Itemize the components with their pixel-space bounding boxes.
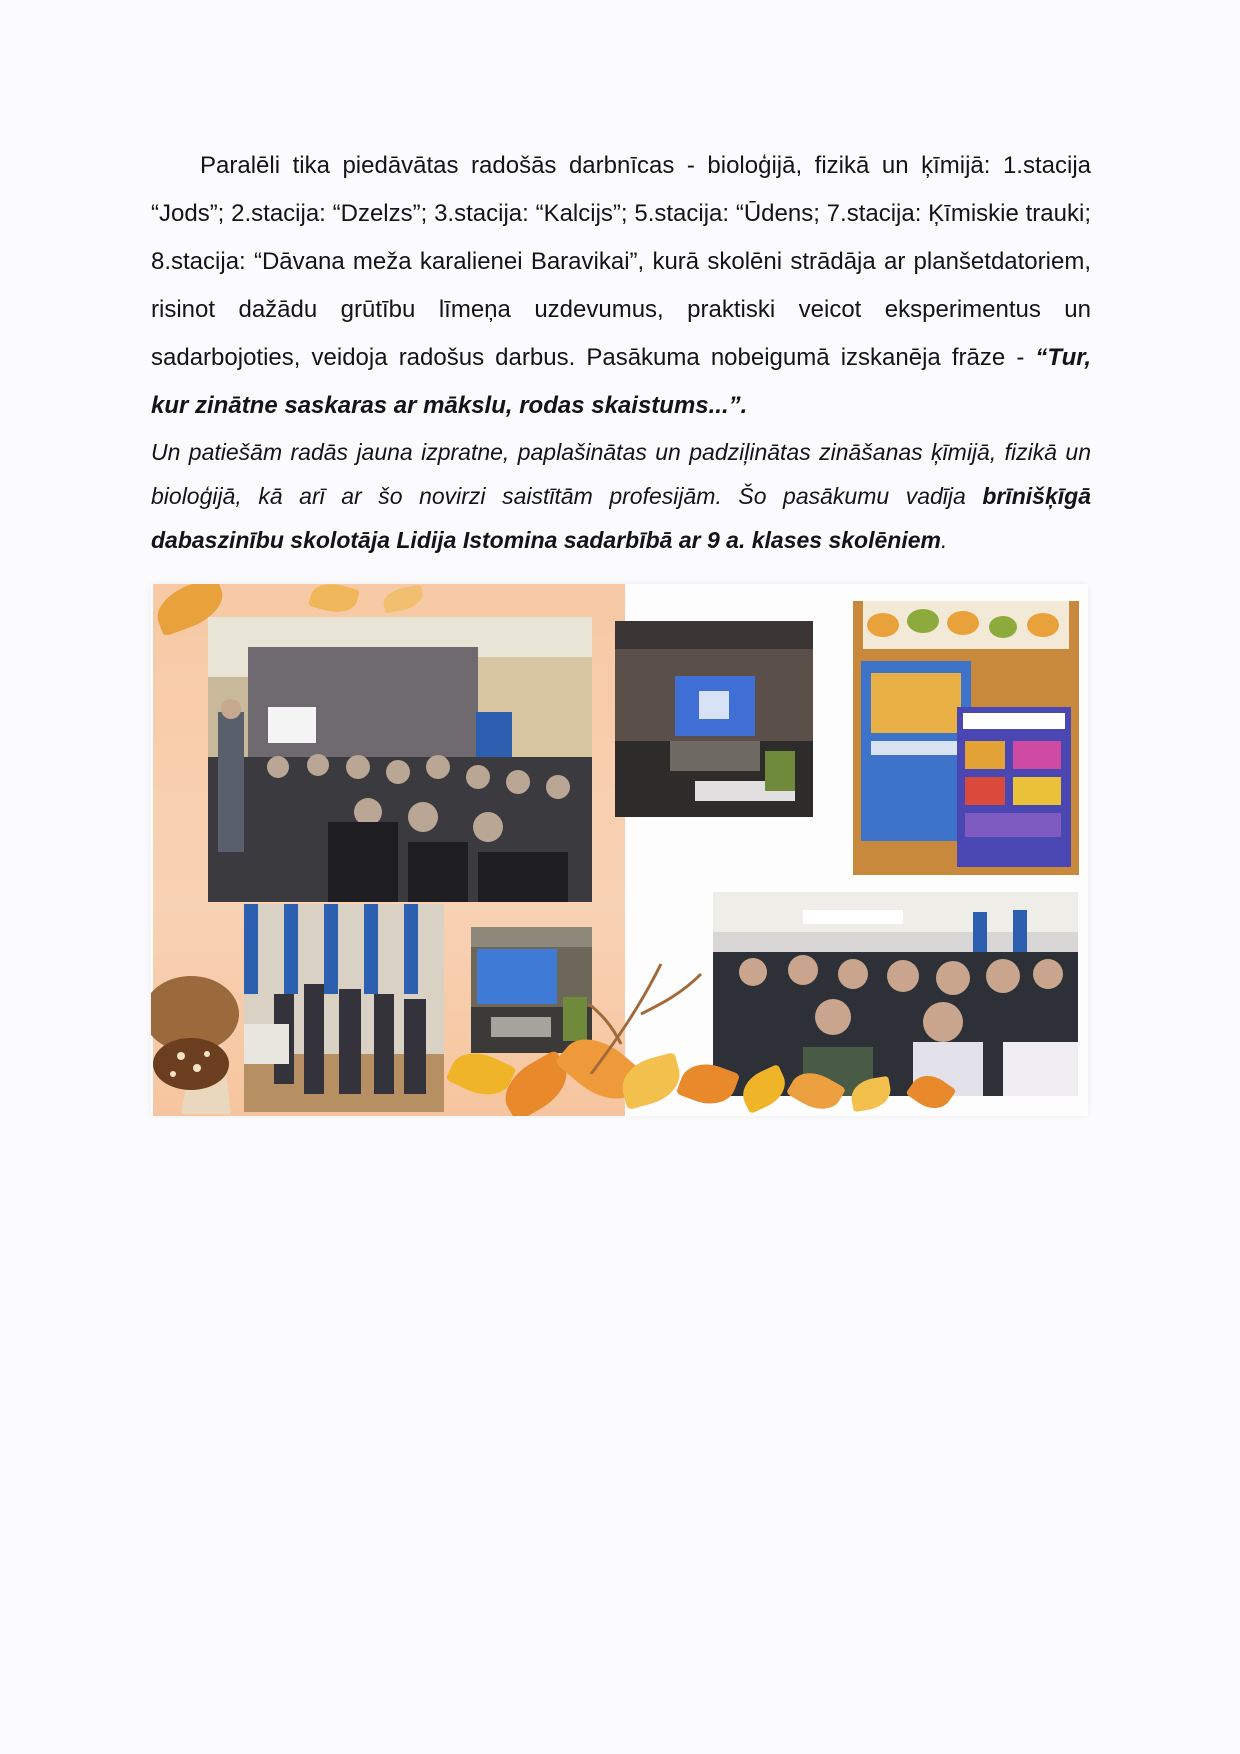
photo-poster-board — [853, 601, 1079, 875]
body-text — [151, 142, 1091, 562]
paragraph-summary — [151, 430, 1091, 562]
paragraph-workshops — [151, 142, 1091, 430]
closing-quote: “Tur, kur zinātne saskaras ar mākslu, rodas skaistums...”. — [151, 344, 1091, 419]
paragraph-workshops-text: Paralēli tika piedāvātas radošās darbnīcas - bioloģijā, fizikā un ķīmijā: 1.stacija “Jods”; 2.stacija: “Dzelzs”; 3.stacija: “Kalcijs”; 5.stacija: “Ūdens; 7.stacija: Ķīmiskie trauki; 8.stacija: “Dāvana meža karalienei Baravikai”, kurā skolēni strādāja ar planšetdatoriem, risinot dažādu grūtību līmeņa uzdevumus, praktiski veicot eksperimentus un sadarbojoties, veidoja radošus darbus. Pasākuma nobeigumā izskanēja frāze - — [151, 152, 1091, 371]
photo-stage-screen — [615, 621, 813, 817]
branch-illustration — [581, 924, 721, 1074]
paragraph-summary-text: Un patiešām radās jauna izpratne, paplašinātas un padziļinātas zināšanas ķīmijā, fizikā un bioloģijā, kā arī ar šo novirzi saistītām profesijām. Šo pasākumu vadīja — [151, 439, 1091, 509]
photo-auditorium-presentation — [208, 617, 592, 902]
teacher-credit: brīnišķīgā dabaszinību skolotāja Lidija Istomina sadarbībā ar 9 a. klases skolēniem — [151, 483, 1091, 553]
photo-seated-students — [713, 892, 1078, 1096]
photo-hall-screen — [471, 927, 592, 1053]
mushroom-illustration — [151, 884, 251, 1116]
paragraph-summary-end: . — [940, 527, 948, 553]
photo-collage — [151, 584, 1088, 1116]
photo-hall-students — [244, 904, 444, 1112]
